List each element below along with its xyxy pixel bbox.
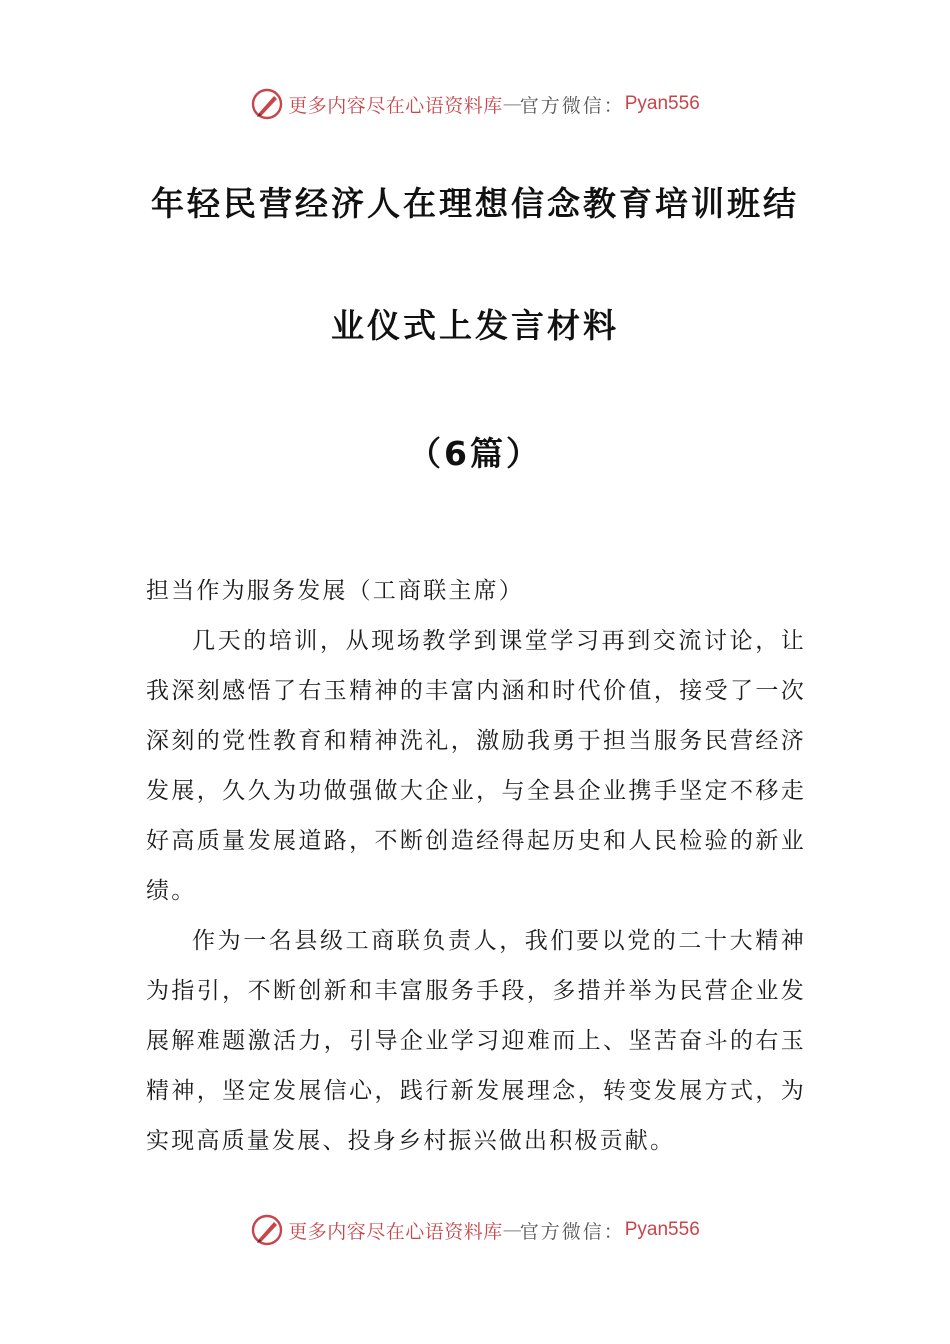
- watermark-contact-label: 官方微信：: [519, 1220, 625, 1243]
- watermark-separator: —: [502, 1219, 520, 1241]
- watermark-separator: —: [502, 93, 520, 115]
- paragraph: 几天的培训，从现场教学到课堂学习再到交流讨论，让我深刻感悟了右玉精神的丰富内涵和时代价值，接受了一次深刻的党性教育和精神洗礼，激励我勇于担当服务民营经济发展，久久为功做强做大企业，与全县企业携手坚定不移走好高质量发展道路，不断创造经得起历史和人民检验的新业绩。: [146, 628, 806, 904]
- watermark-contact-id: Pyan556: [624, 1219, 700, 1240]
- paragraph: 作为一名县级工商联负责人，我们要以党的二十大精神为指引，不断创新和丰富服务手段，多措并举为民营企业发展解难题激活力，引导企业学习迎难而上、坚苦奋斗的右玉精神，坚定发展信心，践行新发展理念，转变发展方式，为实现高质量发展、投身乡村振兴做出积极贡献。: [146, 928, 806, 1154]
- watermark-brand: 更多内容尽在心语资料库: [288, 94, 503, 117]
- section-heading: 担当作为服务发展（工商联主席）: [146, 578, 524, 604]
- header-watermark: [0, 84, 950, 124]
- document-title-line1: 年轻民营经济人在理想信念教育培训班结: [151, 184, 799, 223]
- document-body: [146, 566, 806, 1166]
- watermark-brand: 更多内容尽在心语资料库: [288, 1220, 503, 1243]
- footer-watermark: [0, 1210, 950, 1250]
- pen-logo-icon: [250, 1213, 284, 1247]
- pen-logo-icon: [250, 87, 284, 121]
- document-count-label: （6篇）: [408, 434, 542, 473]
- document-title-line2: 业仪式上发言材料: [331, 306, 619, 345]
- watermark-contact-id: Pyan556: [624, 93, 700, 114]
- watermark-contact-label: 官方微信：: [519, 94, 625, 117]
